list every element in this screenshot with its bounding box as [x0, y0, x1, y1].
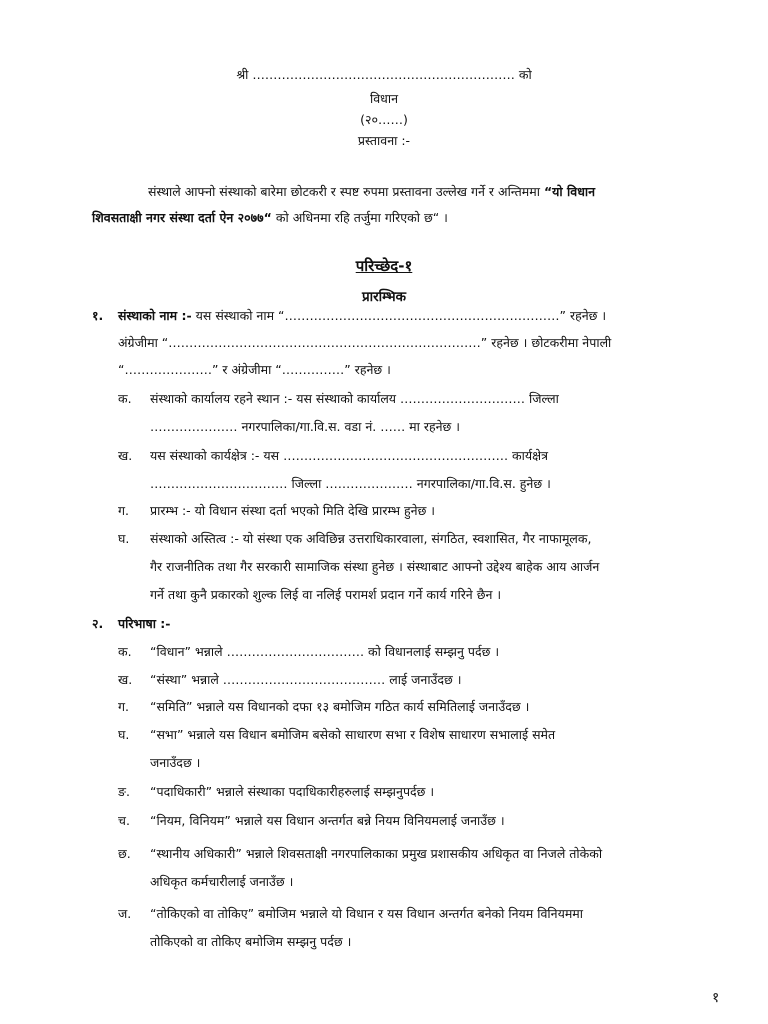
section-2-number: २.	[92, 616, 104, 631]
item-line: “पदाधिकारी” भन्नाले संस्थाका पदाधिकारीहरुलाई सम्झनुपर्दछ ।	[150, 784, 435, 799]
section-1-line-3: “…………………” र अंग्रेजीमा “……………” रहनेछ ।	[118, 362, 391, 377]
item-label: ख.	[118, 672, 133, 687]
preamble-act-name: शिवसताक्षी नगर संस्था दर्ता ऐन २०७७“	[92, 210, 272, 225]
document-title: विधान	[369, 91, 399, 106]
item-label: ग.	[118, 503, 130, 518]
item-label: क.	[118, 644, 132, 659]
item-line: “स्थानीय अधिकारी” भन्नाले शिवसताक्षी नगरपालिकाका प्रमुख प्रशासकीय अधिकृत वा निजले तोकेको	[150, 846, 603, 861]
section-2-heading: परिभाषा :-	[118, 616, 171, 631]
item-line: “संस्था” भन्नाले ………………………………… लाई जनाउँदछ ।	[150, 672, 462, 687]
item-line: “नियम, विनियम” भन्नाले यस विधान अन्तर्गत बन्ने नियम विनियमलाई जनाउँछ ।	[150, 813, 505, 828]
item-line: प्रारम्भ :- यो विधान संस्था दर्ता भएको मिति देखि प्रारम्भ हुनेछ ।	[150, 503, 436, 518]
preamble-bold-start: “यो विधान	[543, 184, 596, 199]
item-line: गर्ने तथा कुनै प्रकारको शुल्क लिई वा नलिई परामर्श प्रदान गर्ने कार्य गरिने छैन ।	[150, 587, 502, 602]
item-line: तोकिएको वा तोकिए बमोजिम सम्झनु पर्दछ ।	[150, 934, 352, 949]
section-1-line-1	[118, 307, 606, 324]
section-1-heading: संस्थाको नाम :-	[118, 308, 192, 323]
item-line: संस्थाको अस्तित्व :- यो संस्था एक अविछिन्न उत्तराधिकारवाला, संगठित, स्वशासित, गैर नाफामूलक,	[150, 531, 592, 546]
item-line: जनाउँदछ ।	[150, 755, 201, 770]
item-label: छ.	[118, 846, 131, 861]
item-line: यस संस्थाको कार्यक्षेत्र :- यस ……………………………………………… कार्यक्षेत्र	[150, 448, 548, 463]
preamble-text: संस्थाले आफ्नो संस्थाको बारेमा छोटकरी र स्पष्ट रुपमा प्रस्तावना उल्लेख गर्ने र अन्तिममा	[148, 184, 540, 199]
item-label: च.	[118, 813, 130, 828]
section-1-number: १.	[92, 308, 104, 323]
item-label: ज.	[118, 906, 132, 921]
item-line: “सभा” भन्नाले यस विधान बमोजिम बसेको साधारण सभा र विशेष साधारण सभालाई समेत	[150, 727, 556, 742]
item-line: गैर राजनीतिक तथा गैर सरकारी सामाजिक संस्था हुनेछ । संस्थाबाट आफ्नो उद्देश्य बाहेक आय आर्जन	[150, 559, 600, 574]
preamble-line-2	[92, 209, 448, 226]
preamble-label: प्रस्तावना :-	[357, 133, 411, 148]
chapter-subtitle: प्रारम्भिक	[361, 289, 407, 305]
item-line: “विधान” भन्नाले …………………………… को विधानलाई सम्झनु पर्दछ ।	[150, 644, 500, 659]
item-label: क.	[118, 391, 132, 406]
item-label: ग.	[118, 699, 130, 714]
chapter-title: परिच्छेद-१	[355, 257, 413, 275]
item-line: संस्थाको कार्यालय रहने स्थान :- यस संस्थाको कार्यालय ………………………… जिल्ला	[150, 391, 559, 406]
item-line: “समिति” भन्नाले यस विधानको दफा १३ बमोजिम गठित कार्य समितिलाई जनाउँदछ ।	[150, 699, 530, 714]
item-label: घ.	[118, 727, 130, 742]
item-line: …………………………… जिल्ला ………………… नगरपालिका/गा.वि.स. हुनेछ ।	[150, 476, 551, 491]
item-line: “तोकिएको वा तोकिए” बमोजिम भन्नाले यो विधान र यस विधान अन्तर्गत बनेको नियम विनियममा	[150, 906, 584, 921]
section-1-line-2: अंग्रेजीमा “…………………………………………………………………” रहनेछ । छोटकरीमा नेपाली	[118, 335, 612, 350]
item-label: ख.	[118, 448, 133, 463]
page-number: १	[712, 990, 720, 1006]
item-label: घ.	[118, 531, 130, 546]
section-1-text: यस संस्थाको नाम “…………………………………………………………” रहनेछ ।	[195, 308, 607, 323]
preamble-line-1	[148, 183, 724, 200]
item-line: ………………… नगरपालिका/गा.वि.स. वडा नं. …… मा रहनेछ ।	[150, 419, 461, 434]
item-line: अधिकृत कर्मचारीलाई जनाउँछ ।	[150, 874, 294, 889]
preamble-text-end: को अधिनमा रहि तर्जुमा गरिएको छ“ ।	[271, 210, 448, 225]
item-label: ङ.	[118, 784, 130, 799]
organization-name-line: श्री ……………………………………………………… को	[236, 67, 532, 82]
document-year: (२०……)	[360, 112, 408, 127]
